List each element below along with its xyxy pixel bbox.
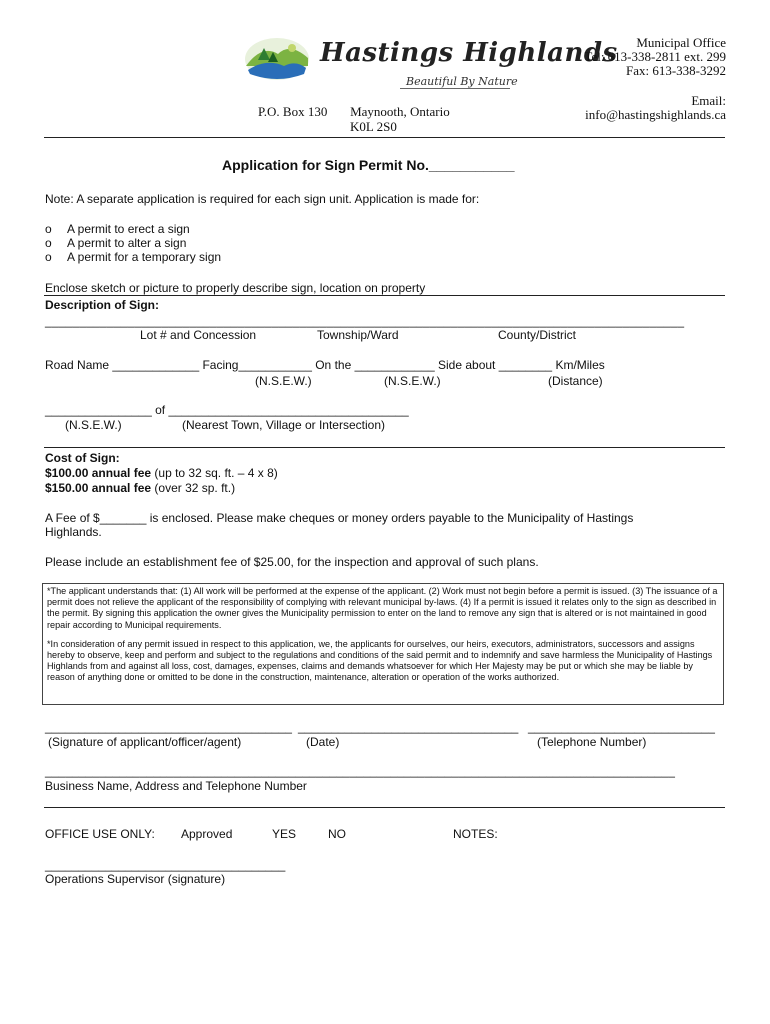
facing-sub-label: (N.S.E.W.) — [255, 374, 312, 388]
section-divider-1 — [44, 295, 725, 296]
option-temporary-marker: o — [45, 250, 52, 264]
date-line[interactable]: _________________________________ — [298, 720, 519, 734]
nearest-town-label: (Nearest Town, Village or Intersection) — [182, 418, 385, 432]
header-divider — [44, 137, 725, 138]
signature-line[interactable]: _____________________________________ — [45, 720, 292, 734]
fee-150-rest: (over 32 sp. ft.) — [151, 481, 236, 495]
nearest-line[interactable]: ________________ of ____________________________________ — [45, 403, 409, 417]
notes-label: NOTES: — [453, 827, 498, 841]
po-box-line: P.O. Box 130 Maynooth, Ontario — [258, 104, 450, 119]
logo-underline — [400, 88, 510, 89]
option-erect-marker: o — [45, 222, 52, 236]
side-sub-label: (N.S.E.W.) — [384, 374, 441, 388]
business-line[interactable]: _____________________________________________________________________________________________ — [45, 764, 675, 778]
fee-150-bold: $150.00 annual fee — [45, 481, 152, 495]
approved-label: Approved — [181, 827, 233, 841]
yes-option[interactable]: YES — [272, 827, 297, 841]
fee-150 — [45, 481, 235, 495]
fee-100 — [45, 466, 278, 480]
note-text: Note: A separate application is required for each sign unit. Application is made for: — [45, 192, 480, 206]
description-heading: Description of Sign: — [45, 298, 159, 312]
logo — [244, 32, 618, 92]
fee-100-rest: (up to 32 sq. ft. – 4 x 8) — [151, 466, 278, 480]
nearest-nsew-label: (N.S.E.W.) — [65, 418, 122, 432]
option-temporary-label: A permit for a temporary sign — [67, 250, 222, 264]
cost-heading: Cost of Sign: — [45, 451, 120, 465]
lot-line[interactable]: _____________________________________________________________________________________________ — [45, 314, 685, 328]
county-label: County/District — [498, 328, 577, 342]
section-divider-3 — [44, 807, 725, 808]
fee-100-bold: $100.00 annual fee — [45, 466, 152, 480]
option-erect-label: A permit to erect a sign — [67, 222, 190, 236]
distance-sub-label: (Distance) — [548, 374, 603, 388]
form-title: Application for Sign Permit No.___________ — [222, 157, 515, 173]
date-label: (Date) — [306, 735, 340, 749]
logo-title: Hastings Highlands — [320, 38, 618, 68]
fee-enclosed-line1[interactable]: A Fee of $_______ is enclosed. Please make cheques or money orders payable to the Municipality of Hastings — [45, 511, 634, 525]
legal-terms-1: *The applicant understands that: (1) All work will be performed at the expense of the applicant. (2) Work must not begin before a permit is issued. (3) The issuance of a permit does not relieve the applicant of the responsibility of complying with relevant municipal by-laws. (4) If a permit is issued it relates only to the sign as described in the permit. By signing this application the owner gives the Municipality permission to enter on the land to remove any sign that is altered or is not maintained in good repair according to Municipal requirements. — [47, 586, 718, 630]
option-alter-label: A permit to alter a sign — [67, 236, 187, 250]
office-title: Municipal Office — [636, 35, 726, 50]
telephone-line[interactable]: ____________________________ — [528, 720, 715, 734]
fee-enclosed-line2: Highlands. — [45, 525, 102, 539]
postal-code: K0L 2S0 — [350, 119, 397, 134]
lot-label: Lot # and Concession — [140, 328, 257, 342]
telephone-label: (Telephone Number) — [537, 735, 647, 749]
logo-tagline: Beautiful By Nature — [406, 75, 518, 88]
option-alter-marker: o — [45, 236, 52, 250]
establishment-fee-text: Please include an establishment fee of $25.00, for the inspection and approval of such plans. — [45, 555, 539, 569]
supervisor-signature-line[interactable]: ____________________________________ — [45, 858, 286, 872]
signature-label: (Signature of applicant/officer/agent) — [48, 735, 242, 749]
section-divider-2 — [44, 447, 725, 448]
enclose-text: Enclose sketch or picture to properly describe sign, location on property — [45, 281, 426, 295]
township-label: Township/Ward — [317, 328, 399, 342]
office-tel: Tel: 613-338-2811 ext. 299 — [584, 49, 726, 64]
legal-terms-2: *In consideration of any permit issued in respect to this application, we, the applicants for ourselves, our heirs, executors, administrators, successors and assigns hereby to observe, keep and perform and subject to the regulations and conditions of the said permit and to indemnify and save harmless the Municipality of Hastings Highlands from and against all loss, cost, damages, expenses, claims and demands whatsoever for which Her Majesty may be put or which she may be liable by reason of anything done or omitted to be done in the construction, maintenance, alteration or operation of the works authorized. — [47, 638, 713, 683]
office-fax: Fax: 613-338-3292 — [625, 63, 726, 78]
legal-terms-box — [42, 583, 724, 705]
landscape-logo-icon — [244, 36, 310, 82]
email-label: Email: — [691, 93, 726, 108]
road-line[interactable]: Road Name _____________ Facing___________ On the ____________ Side about ________ Km/Miles — [45, 358, 605, 372]
no-option[interactable]: NO — [328, 827, 346, 841]
email-address: info@hastingshighlands.ca — [585, 107, 726, 122]
option-temporary[interactable] — [45, 250, 221, 264]
option-erect[interactable] — [45, 222, 190, 236]
option-alter[interactable] — [45, 236, 186, 250]
office-use-label: OFFICE USE ONLY: — [45, 827, 155, 841]
supervisor-signature-label: Operations Supervisor (signature) — [45, 872, 226, 886]
business-label: Business Name, Address and Telephone Number — [45, 779, 307, 793]
